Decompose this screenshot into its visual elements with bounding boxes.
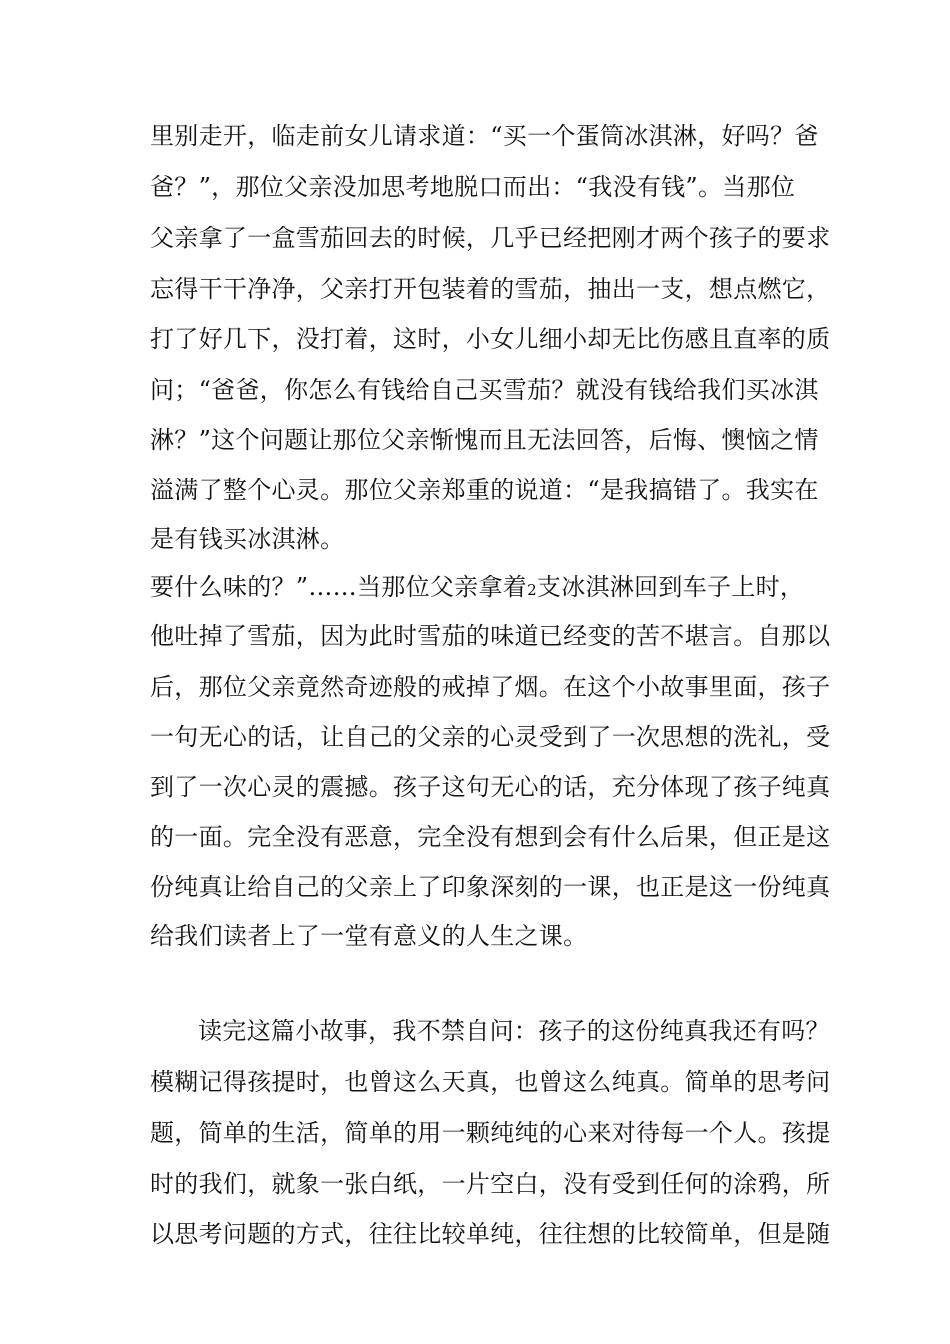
paragraph-1-line-7: 淋？”这个问题让那位父亲惭愧而且无法回答，后悔、懊恼之情 — [150, 426, 819, 454]
paragraph-2-line-7: 份纯真让给自己的父亲上了印象深刻的一课，也正是这一份纯真 — [150, 873, 831, 901]
paragraph-2-line-1-after: 支冰淇淋回到车子上时， — [536, 573, 805, 601]
paragraph-1-line-2: 爸？”，那位父亲没加思考地脱口而出：“我没有钱”。当那位 — [150, 173, 796, 201]
paragraph-3-line-1: 读完这篇小故事，我不禁自问：孩子的这份纯真我还有吗？ — [198, 1017, 830, 1045]
paragraph-1-line-4: 忘得干干净净，父亲打开包装着的雪茄，抽出一支，想点燃它， — [150, 275, 831, 303]
paragraph-1-line-8: 溢满了整个心灵。那位父亲郑重的说道：“是我搞错了。我实在 — [150, 476, 819, 504]
paragraph-1-line-1: 里别走开，临走前女儿请求道：“买一个蛋筒冰淇淋，好吗？爸 — [150, 122, 819, 150]
paragraph-3-line-5: 以思考问题的方式，往往比较单纯，往往想的比较简单，但是随 — [150, 1220, 831, 1248]
paragraph-2-line-1-digit: 2 — [527, 581, 537, 599]
paragraph-1-line-3: 父亲拿了一盒雪茄回去的时候，几乎已经把刚才两个孩子的要求 — [150, 224, 831, 252]
paragraph-2-line-5: 到了一次心灵的震撼。孩子这句无心的话，充分体现了孩子纯真 — [150, 773, 831, 801]
paragraph-2-line-6: 的一面。完全没有恶意，完全没有想到会有什么后果，但正是这 — [150, 823, 831, 851]
paragraph-1-line-5: 打了好几下，没打着，这时，小女儿细小却无比伤感且直率的质 — [150, 325, 831, 353]
paragraph-2-line-2: 他吐掉了雪茄，因为此时雪茄的味道已经变的苦不堪言。自那以 — [150, 622, 831, 650]
paragraph-1-line-9: 是有钱买冰淇淋。 — [150, 525, 345, 553]
paragraph-2-line-8: 给我们读者上了一堂有意义的人生之课。 — [150, 922, 588, 950]
paragraph-3-line-4: 时的我们，就象一张白纸，一片空白，没有受到任何的涂鸦，所 — [150, 1170, 831, 1198]
paragraph-2-line-1-before: 要什么味的？”……当那位父亲拿着 — [150, 573, 528, 601]
paragraph-3-line-2: 模糊记得孩提时，也曾这么天真，也曾这么纯真。简单的思考问 — [150, 1068, 831, 1096]
paragraph-2-line-4: 一句无心的话，让自己的父亲的心灵受到了一次思想的洗礼，受 — [150, 723, 831, 751]
paragraph-1-line-6: 问；“爸爸，你怎么有钱给自己买雪茄？就没有钱给我们买冰淇 — [150, 376, 819, 404]
paragraph-2-line-1 — [150, 571, 810, 606]
paragraph-2-line-3: 后，那位父亲竟然奇迹般的戒掉了烟。在这个小故事里面，孩子 — [150, 673, 831, 701]
paragraph-3-line-3: 题，简单的生活，简单的用一颗纯纯的心来对待每一个人。孩提 — [150, 1119, 831, 1147]
